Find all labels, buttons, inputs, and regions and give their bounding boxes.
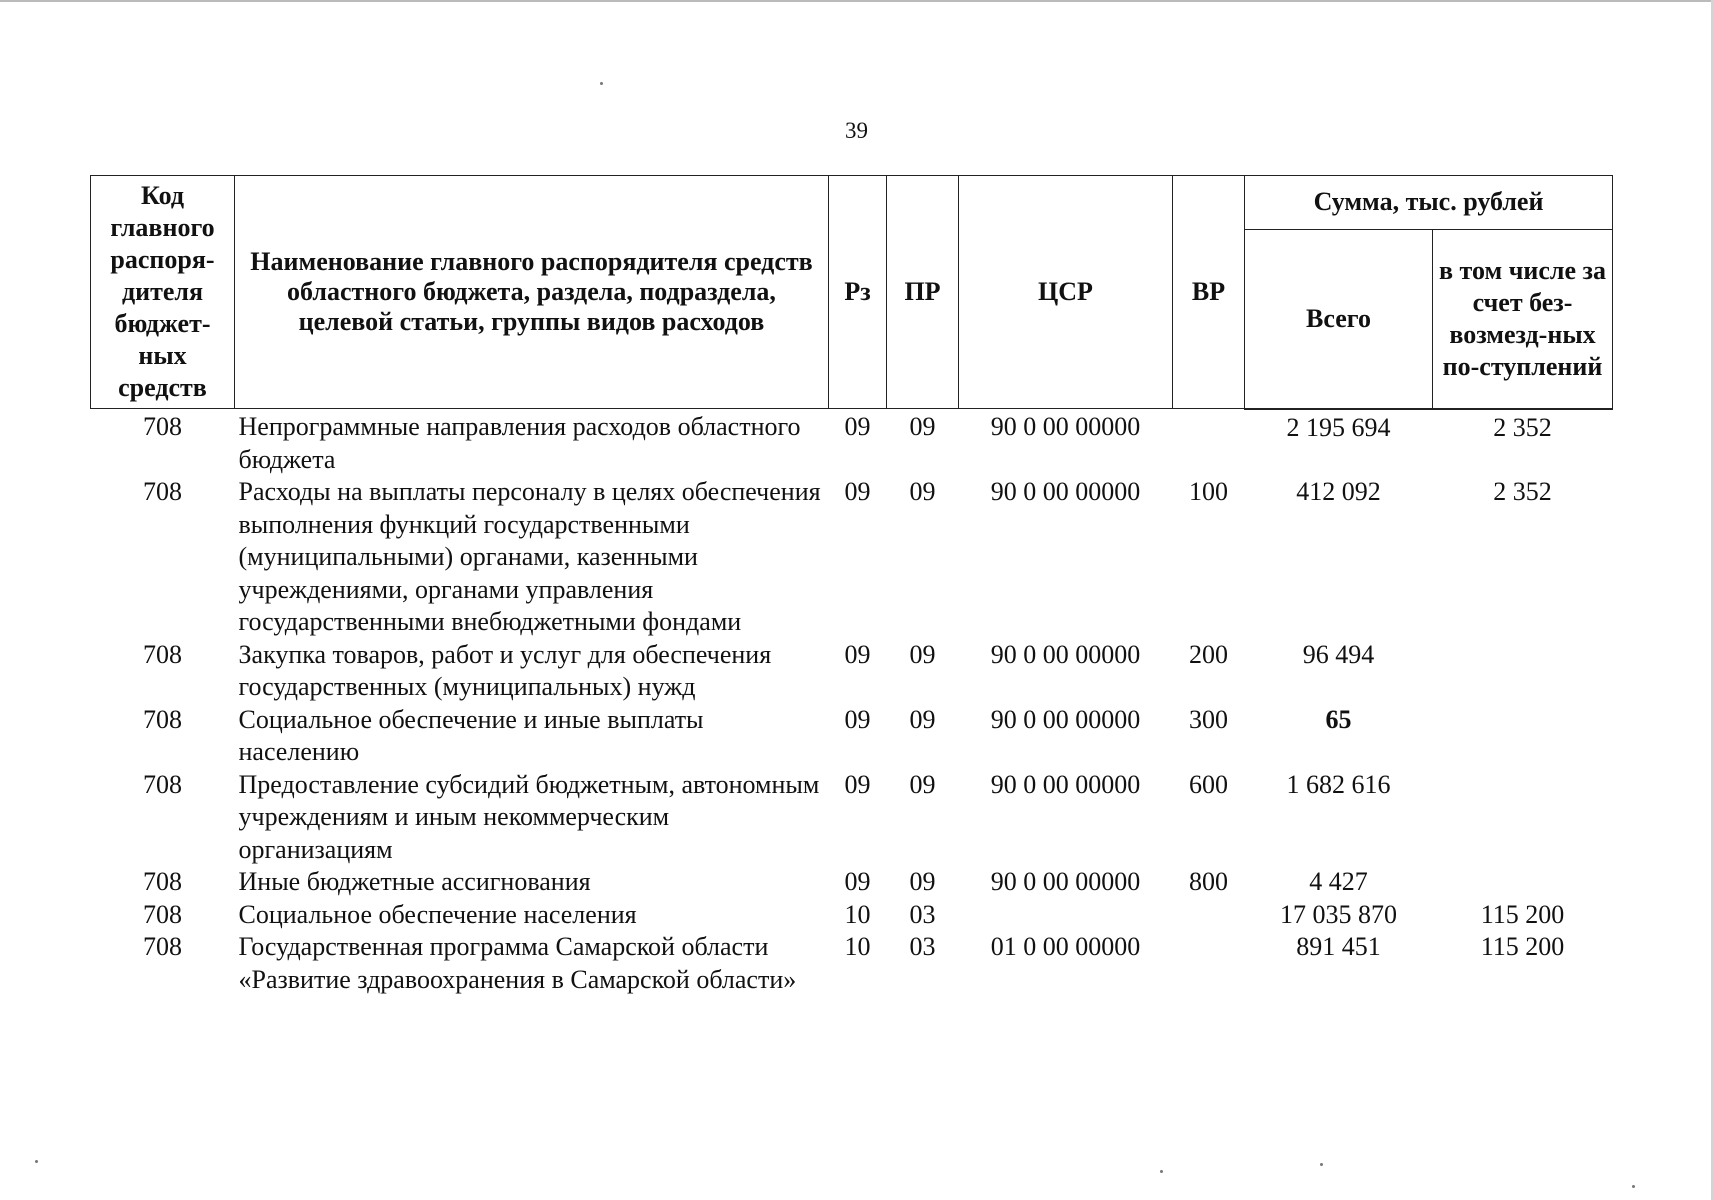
scan-speck (600, 82, 603, 85)
table-row (91, 409, 1613, 477)
cell-code: 708 (143, 769, 182, 799)
cell-name: Расходы на выплаты персоналу в целях обеспечения выполнения функций государственными (муниципальными) органами, казенными учреждениями, органами управления государственными внебюджетными фондами (238, 477, 821, 636)
cell-free: 2 352 (1493, 477, 1552, 506)
cell-csr: 90 0 00 00000 (990, 769, 1141, 799)
cell-name: Непрограммные направления расходов областного бюджета (238, 412, 801, 474)
cell-name: Социальное обеспечение населения (238, 899, 637, 929)
header-name: Наименование главного распорядителя средств областного бюджета, раздела, подраздела, целевой статьи, группы видов расходов (235, 176, 829, 409)
cell-code: 708 (143, 899, 182, 929)
cell-total: 65 (1325, 704, 1352, 734)
cell-total: 2 195 694 (1286, 412, 1391, 442)
cell-free (1433, 769, 1613, 867)
cell-total: 4 427 (1309, 867, 1368, 896)
cell-csr: 90 0 00 00000 (990, 867, 1141, 896)
cell-rz: 09 (844, 867, 871, 896)
cell-name: Государственная программа Самарской области «Развитие здравоохранения в Самарской области» (238, 932, 797, 994)
cell-code: 708 (143, 412, 182, 441)
cell-rz: 09 (844, 412, 871, 441)
cell-pr: 09 (909, 639, 936, 669)
cell-rz: 10 (844, 899, 871, 929)
cell-name: Предоставление субсидий бюджетным, автономным учреждениям и иным некоммерческим организациям (238, 769, 820, 864)
cell-total: 17 035 870 (1280, 899, 1397, 929)
cell-csr (959, 899, 1173, 932)
cell-vr: 800 (1189, 867, 1228, 896)
cell-pr: 09 (909, 704, 936, 734)
cell-free (1433, 866, 1613, 899)
header-total: Всего (1245, 229, 1433, 408)
cell-rz: 09 (844, 769, 871, 799)
cell-name: Социальное обеспечение и иные выплаты населению (238, 704, 704, 766)
cell-pr: 09 (909, 769, 936, 799)
header-free: в том числе за счет без-возмезд-ных по-ступлений (1433, 229, 1613, 408)
page-number: 39 (845, 118, 868, 143)
header-csr: ЦСР (959, 176, 1173, 409)
cell-vr (1173, 409, 1245, 477)
cell-code: 708 (143, 704, 182, 734)
cell-pr: 03 (909, 899, 936, 929)
cell-total: 891 451 (1296, 932, 1381, 961)
cell-name: Закупка товаров, работ и услуг для обеспечения государственных (муниципальных) нужд (238, 639, 772, 701)
cell-name: Иные бюджетные ассигнования (238, 867, 591, 896)
cell-rz: 09 (844, 704, 871, 734)
cell-rz: 10 (844, 932, 871, 961)
cell-vr: 600 (1189, 769, 1228, 799)
budget-table (90, 175, 1613, 996)
cell-vr: 300 (1189, 704, 1228, 734)
table-row (91, 899, 1613, 932)
cell-csr: 90 0 00 00000 (990, 477, 1141, 506)
cell-free: 2 352 (1493, 412, 1552, 442)
cell-csr: 90 0 00 00000 (990, 639, 1141, 669)
cell-total: 1 682 616 (1286, 769, 1391, 799)
header-vr: ВР (1173, 176, 1245, 409)
table-row (91, 931, 1613, 996)
table-row (91, 639, 1613, 704)
cell-rz: 09 (844, 639, 871, 669)
table-row (91, 704, 1613, 769)
table-row (91, 769, 1613, 867)
cell-code: 708 (143, 639, 182, 669)
header-sum-group: Сумма, тыс. рублей (1245, 176, 1613, 230)
cell-total: 412 092 (1296, 477, 1381, 506)
cell-pr: 03 (909, 932, 936, 961)
table-row (91, 476, 1613, 639)
cell-total: 96 494 (1302, 639, 1375, 669)
header-pr: ПР (887, 176, 959, 409)
cell-code: 708 (143, 932, 182, 961)
scan-speck (1320, 1163, 1323, 1166)
cell-vr (1173, 899, 1245, 932)
cell-free (1433, 704, 1613, 769)
table-header (91, 176, 1613, 409)
cell-csr: 90 0 00 00000 (990, 704, 1141, 734)
header-code: Код главного распоря-дителя бюджет-ных средств (91, 176, 235, 409)
cell-csr: 90 0 00 00000 (990, 412, 1141, 441)
table-row (91, 866, 1613, 899)
cell-pr: 09 (909, 477, 936, 506)
cell-code: 708 (143, 867, 182, 896)
scan-speck (1160, 1170, 1163, 1173)
cell-pr: 09 (909, 412, 936, 441)
cell-vr: 100 (1189, 477, 1228, 506)
cell-free (1433, 639, 1613, 704)
cell-vr (1173, 931, 1245, 996)
cell-csr: 01 0 00 00000 (990, 932, 1141, 961)
table-body (91, 409, 1613, 997)
cell-code: 708 (143, 477, 182, 506)
cell-vr: 200 (1189, 639, 1228, 669)
cell-pr: 09 (909, 867, 936, 896)
cell-free: 115 200 (1480, 932, 1565, 961)
cell-rz: 09 (844, 477, 871, 506)
top-scan-edge (0, 0, 1713, 2)
scan-speck (1632, 1185, 1635, 1188)
header-rz: Рз (829, 176, 887, 409)
cell-free: 115 200 (1480, 899, 1565, 929)
scan-speck (35, 1160, 38, 1163)
